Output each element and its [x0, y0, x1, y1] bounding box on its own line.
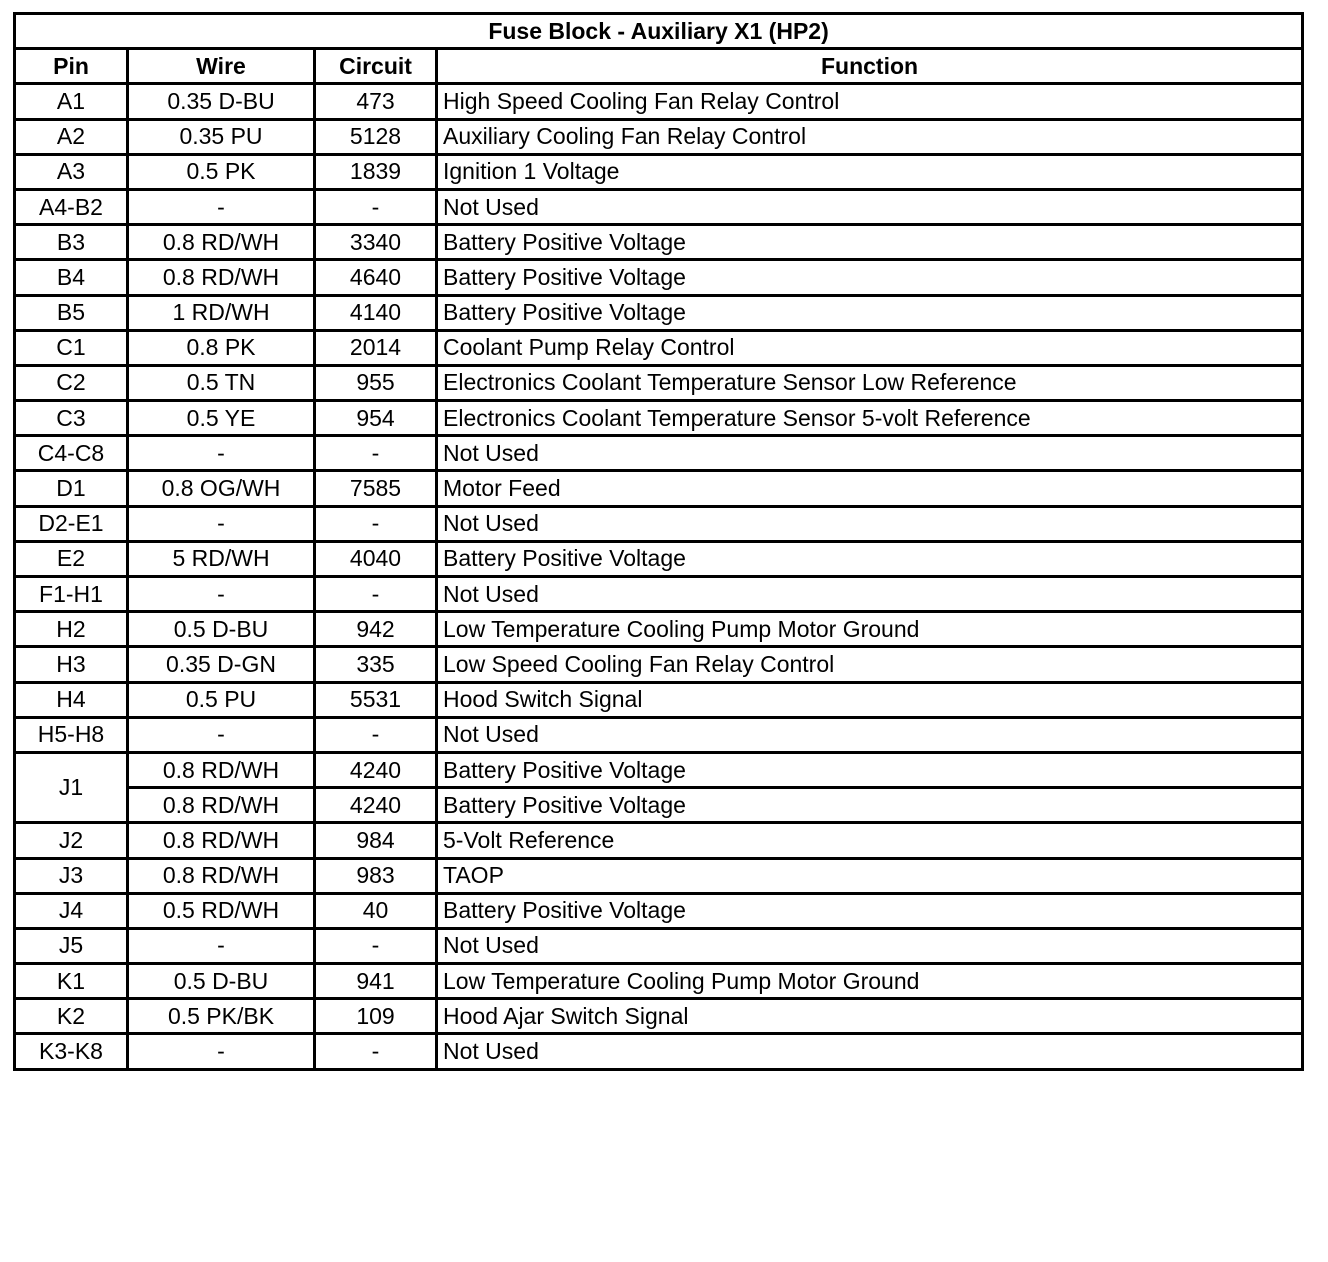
table-row [15, 788, 1303, 823]
wire-cell: 0.5 PK [128, 154, 315, 189]
pin-cell: H5-H8 [15, 717, 128, 752]
circuit-cell: - [315, 506, 437, 541]
pin-cell: J3 [15, 858, 128, 893]
function-cell: Battery Positive Voltage [437, 541, 1303, 576]
wire-cell: - [128, 928, 315, 963]
wire-cell: - [128, 436, 315, 471]
wire-cell: 0.5 PK/BK [128, 999, 315, 1034]
circuit-cell: 983 [315, 858, 437, 893]
table-row [15, 189, 1303, 224]
function-cell: Hood Ajar Switch Signal [437, 999, 1303, 1034]
function-cell: Battery Positive Voltage [437, 752, 1303, 787]
circuit-cell: - [315, 189, 437, 224]
wire-cell: 0.8 RD/WH [128, 752, 315, 787]
function-cell: Battery Positive Voltage [437, 225, 1303, 260]
circuit-cell: 5128 [315, 119, 437, 154]
table-row [15, 577, 1303, 612]
circuit-cell: 4240 [315, 788, 437, 823]
circuit-cell: 5531 [315, 682, 437, 717]
pin-cell: B3 [15, 225, 128, 260]
pin-cell: F1-H1 [15, 577, 128, 612]
table-row [15, 541, 1303, 576]
pin-cell: C4-C8 [15, 436, 128, 471]
pin-cell: A4-B2 [15, 189, 128, 224]
pin-cell: C2 [15, 365, 128, 400]
table-row [15, 365, 1303, 400]
header-wire: Wire [128, 49, 315, 84]
table-row [15, 682, 1303, 717]
wire-cell: 0.8 RD/WH [128, 788, 315, 823]
circuit-cell: 941 [315, 964, 437, 999]
function-cell: Hood Switch Signal [437, 682, 1303, 717]
wire-cell: 0.8 OG/WH [128, 471, 315, 506]
pin-cell: B4 [15, 260, 128, 295]
wire-cell: 0.5 RD/WH [128, 893, 315, 928]
function-cell: Not Used [437, 928, 1303, 963]
circuit-cell: 4640 [315, 260, 437, 295]
function-cell: Battery Positive Voltage [437, 260, 1303, 295]
circuit-cell: - [315, 577, 437, 612]
pin-cell: J1 [15, 752, 128, 822]
circuit-cell: 335 [315, 647, 437, 682]
pin-cell: K2 [15, 999, 128, 1034]
wire-cell: 0.5 PU [128, 682, 315, 717]
table-row [15, 858, 1303, 893]
table-row [15, 154, 1303, 189]
circuit-cell: 984 [315, 823, 437, 858]
header-function: Function [437, 49, 1303, 84]
function-cell: Battery Positive Voltage [437, 788, 1303, 823]
function-cell: Not Used [437, 1034, 1303, 1069]
function-cell: Motor Feed [437, 471, 1303, 506]
table-row [15, 964, 1303, 999]
circuit-cell: - [315, 436, 437, 471]
pin-cell: B5 [15, 295, 128, 330]
table-row [15, 717, 1303, 752]
header-pin: Pin [15, 49, 128, 84]
function-cell: Auxiliary Cooling Fan Relay Control [437, 119, 1303, 154]
function-cell: Battery Positive Voltage [437, 295, 1303, 330]
wire-cell: - [128, 717, 315, 752]
table-row [15, 612, 1303, 647]
function-cell: Not Used [437, 436, 1303, 471]
circuit-cell: 3340 [315, 225, 437, 260]
pin-cell: D2-E1 [15, 506, 128, 541]
wire-cell: 0.5 D-BU [128, 612, 315, 647]
wire-cell: 0.5 D-BU [128, 964, 315, 999]
pin-cell: E2 [15, 541, 128, 576]
function-cell: Ignition 1 Voltage [437, 154, 1303, 189]
pin-cell: D1 [15, 471, 128, 506]
function-cell: Electronics Coolant Temperature Sensor 5-volt Reference [437, 401, 1303, 436]
wire-cell: - [128, 506, 315, 541]
fuse-block-pinout-table [13, 12, 1304, 1071]
wire-cell: 0.8 RD/WH [128, 858, 315, 893]
pin-cell: H4 [15, 682, 128, 717]
wire-cell: 0.35 D-BU [128, 84, 315, 119]
wire-cell: 0.8 RD/WH [128, 225, 315, 260]
circuit-cell: - [315, 928, 437, 963]
pin-cell: A3 [15, 154, 128, 189]
function-cell: Electronics Coolant Temperature Sensor Low Reference [437, 365, 1303, 400]
pin-cell: J5 [15, 928, 128, 963]
pin-cell: K1 [15, 964, 128, 999]
header-row [15, 49, 1303, 84]
function-cell: Low Temperature Cooling Pump Motor Ground [437, 612, 1303, 647]
circuit-cell: 1839 [315, 154, 437, 189]
table-row [15, 330, 1303, 365]
pin-cell: J2 [15, 823, 128, 858]
wire-cell: - [128, 1034, 315, 1069]
pin-cell: J4 [15, 893, 128, 928]
circuit-cell: 954 [315, 401, 437, 436]
wire-cell: 0.5 YE [128, 401, 315, 436]
pin-cell: H3 [15, 647, 128, 682]
pin-cell: C1 [15, 330, 128, 365]
circuit-cell: 955 [315, 365, 437, 400]
circuit-cell: 109 [315, 999, 437, 1034]
circuit-cell: - [315, 717, 437, 752]
wire-cell: 1 RD/WH [128, 295, 315, 330]
table-row [15, 471, 1303, 506]
pin-cell: C3 [15, 401, 128, 436]
function-cell: 5-Volt Reference [437, 823, 1303, 858]
function-cell: TAOP [437, 858, 1303, 893]
circuit-cell: 4240 [315, 752, 437, 787]
wire-cell: 0.8 RD/WH [128, 823, 315, 858]
pin-cell: K3-K8 [15, 1034, 128, 1069]
wire-cell: - [128, 577, 315, 612]
pin-cell: H2 [15, 612, 128, 647]
function-cell: Not Used [437, 189, 1303, 224]
circuit-cell: 4140 [315, 295, 437, 330]
function-cell: Coolant Pump Relay Control [437, 330, 1303, 365]
function-cell: Not Used [437, 577, 1303, 612]
circuit-cell: 2014 [315, 330, 437, 365]
function-cell: High Speed Cooling Fan Relay Control [437, 84, 1303, 119]
wire-cell: 0.35 PU [128, 119, 315, 154]
circuit-cell: 7585 [315, 471, 437, 506]
table-row [15, 295, 1303, 330]
table-title: Fuse Block - Auxiliary X1 (HP2) [15, 14, 1303, 49]
function-cell: Battery Positive Voltage [437, 893, 1303, 928]
wire-cell: 5 RD/WH [128, 541, 315, 576]
table-row [15, 84, 1303, 119]
function-cell: Not Used [437, 717, 1303, 752]
table-row [15, 506, 1303, 541]
circuit-cell: 4040 [315, 541, 437, 576]
circuit-cell: - [315, 1034, 437, 1069]
table-row [15, 119, 1303, 154]
circuit-cell: 40 [315, 893, 437, 928]
pin-cell: A1 [15, 84, 128, 119]
table-row [15, 647, 1303, 682]
wire-cell: - [128, 189, 315, 224]
table-row [15, 1034, 1303, 1069]
table-row [15, 401, 1303, 436]
function-cell: Low Speed Cooling Fan Relay Control [437, 647, 1303, 682]
table-row [15, 752, 1303, 787]
circuit-cell: 942 [315, 612, 437, 647]
table-row [15, 436, 1303, 471]
circuit-cell: 473 [315, 84, 437, 119]
table-row [15, 928, 1303, 963]
function-cell: Low Temperature Cooling Pump Motor Ground [437, 964, 1303, 999]
table-row [15, 260, 1303, 295]
header-circuit: Circuit [315, 49, 437, 84]
table-title-row [15, 14, 1303, 49]
table-row [15, 893, 1303, 928]
function-cell: Not Used [437, 506, 1303, 541]
wire-cell: 0.35 D-GN [128, 647, 315, 682]
wire-cell: 0.8 PK [128, 330, 315, 365]
table-row [15, 823, 1303, 858]
wire-cell: 0.8 RD/WH [128, 260, 315, 295]
table-row [15, 999, 1303, 1034]
wire-cell: 0.5 TN [128, 365, 315, 400]
table-row [15, 225, 1303, 260]
pin-cell: A2 [15, 119, 128, 154]
